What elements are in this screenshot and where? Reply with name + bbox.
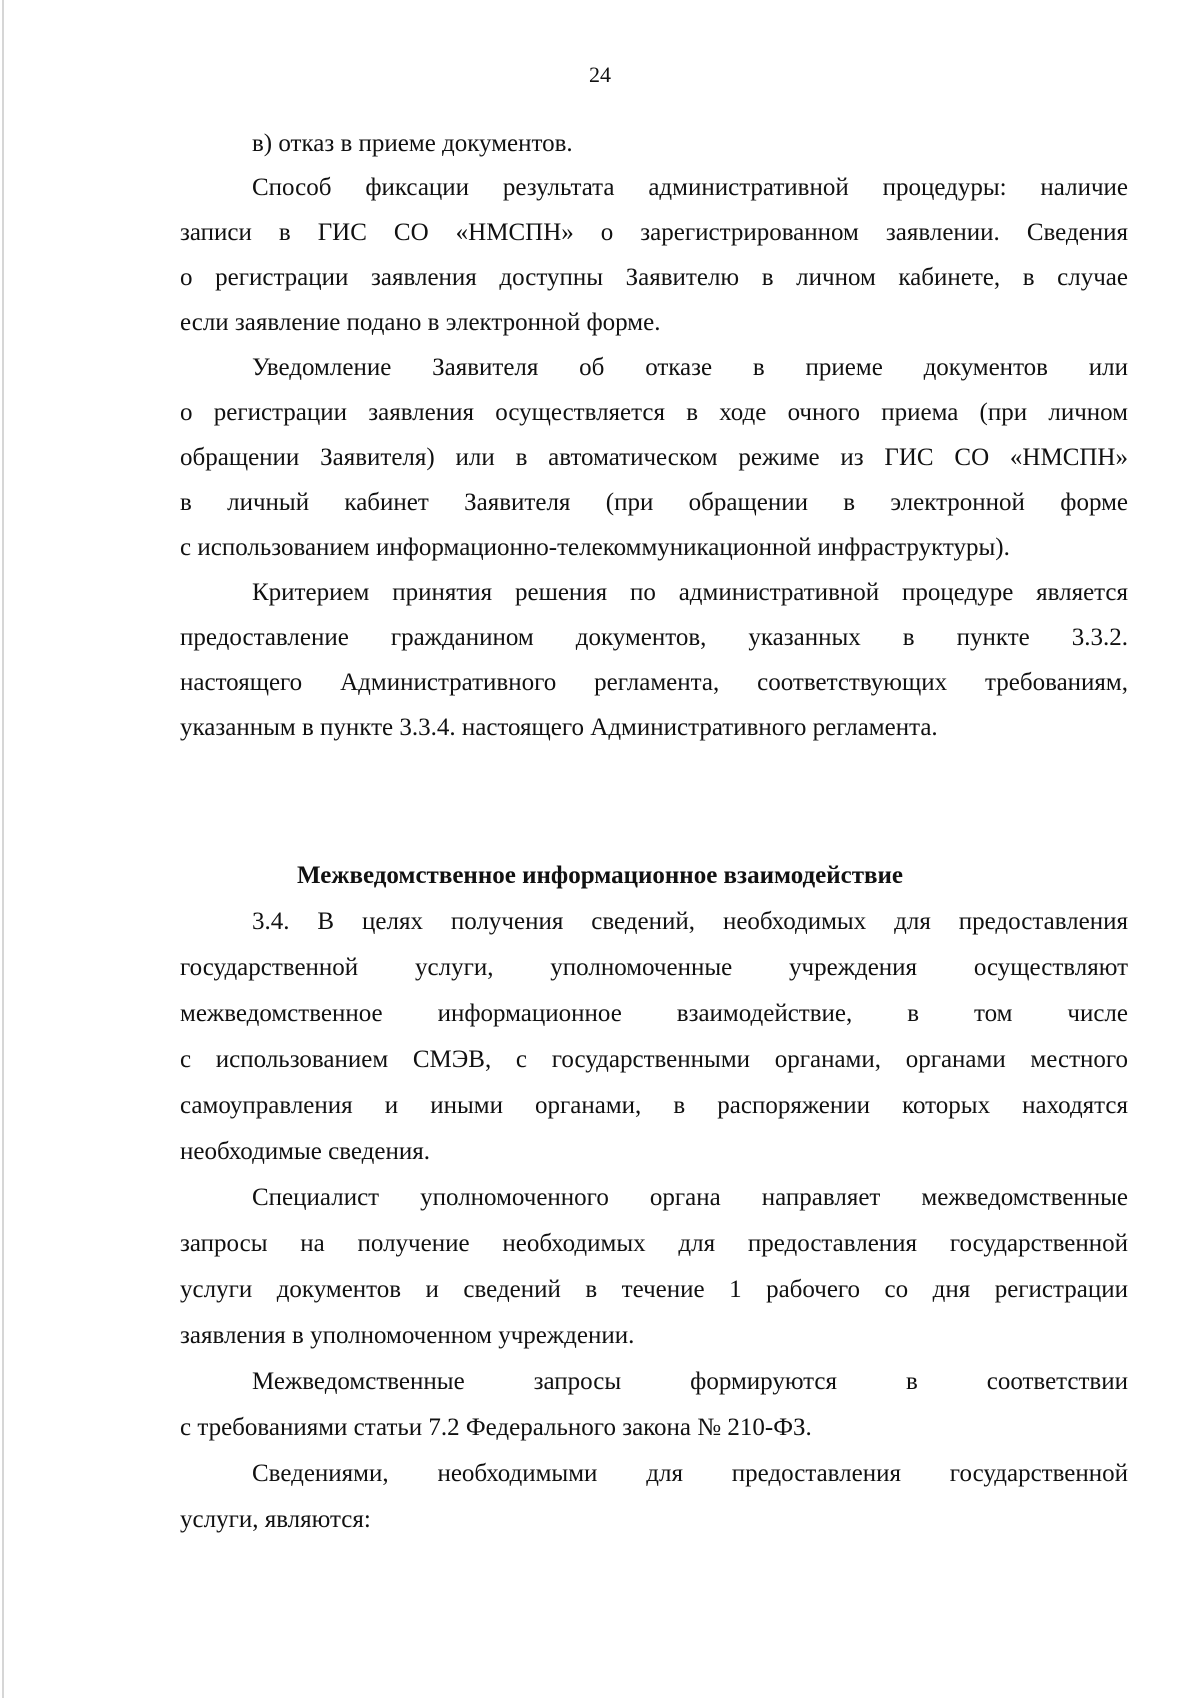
text-line: Межведомственные запросы формируются в соответствии	[252, 1368, 1128, 1395]
text-line: в) отказ в приеме документов.	[252, 130, 573, 157]
text-line: государственной услуги, уполномоченные учреждения осуществляют	[180, 954, 1128, 981]
text-line: запросы на получение необходимых для предоставления государственной	[180, 1230, 1128, 1257]
text-line: межведомственное информационное взаимодействие, в том числе	[180, 1000, 1128, 1027]
page-edge	[2, 0, 4, 1698]
text-line: предоставление гражданином документов, указанных в пункте 3.3.2.	[180, 624, 1128, 651]
text-line: Критерием принятия решения по административной процедуре является	[252, 579, 1128, 606]
page-number: 24	[589, 62, 611, 87]
text-line: записи в ГИС СО «НМСПН» о зарегистрированном заявлении. Сведения	[180, 219, 1128, 246]
text-line: заявления в уполномоченном учреждении.	[180, 1322, 635, 1349]
text-line: Уведомление Заявителя об отказе в приеме документов или	[252, 354, 1128, 381]
text-line: если заявление подано в электронной форме.	[180, 309, 661, 336]
text-line: самоуправления и иными органами, в распоряжении которых находятся	[180, 1092, 1128, 1119]
text-line: Специалист уполномоченного органа направляет межведомственные	[252, 1184, 1128, 1211]
text-line: Сведениями, необходимыми для предоставления государственной	[252, 1460, 1128, 1487]
text-line: Способ фиксации результата административной процедуры: наличие	[252, 174, 1128, 201]
text-line: в личный кабинет Заявителя (при обращении в электронной форме	[180, 489, 1128, 516]
text-line: с использованием СМЭВ, с государственными органами, органами местного	[180, 1046, 1128, 1073]
text-line: обращении Заявителя) или в автоматическом режиме из ГИС СО «НМСПН»	[180, 444, 1128, 471]
section-heading: Межведомственное информационное взаимодействие	[297, 862, 903, 889]
text-line: указанным в пункте 3.3.4. настоящего Административного регламента.	[180, 714, 938, 741]
text-line: с требованиями статьи 7.2 Федерального закона № 210-ФЗ.	[180, 1414, 812, 1441]
text-line: услуги документов и сведений в течение 1 рабочего со дня регистрации	[180, 1276, 1128, 1303]
text-line: необходимые сведения.	[180, 1138, 430, 1165]
text-line: 3.4. В целях получения сведений, необходимых для предоставления	[252, 908, 1128, 935]
text-line: услуги, являются:	[180, 1506, 371, 1533]
text-line: с использованием информационно-телекоммуникационной инфраструктуры).	[180, 534, 1010, 561]
text-line: о регистрации заявления доступны Заявителю в личном кабинете, в случае	[180, 264, 1128, 291]
text-line: настоящего Административного регламента, соответствующих требованиям,	[180, 669, 1128, 696]
text-line: о регистрации заявления осуществляется в ходе очного приема (при личном	[180, 399, 1128, 426]
